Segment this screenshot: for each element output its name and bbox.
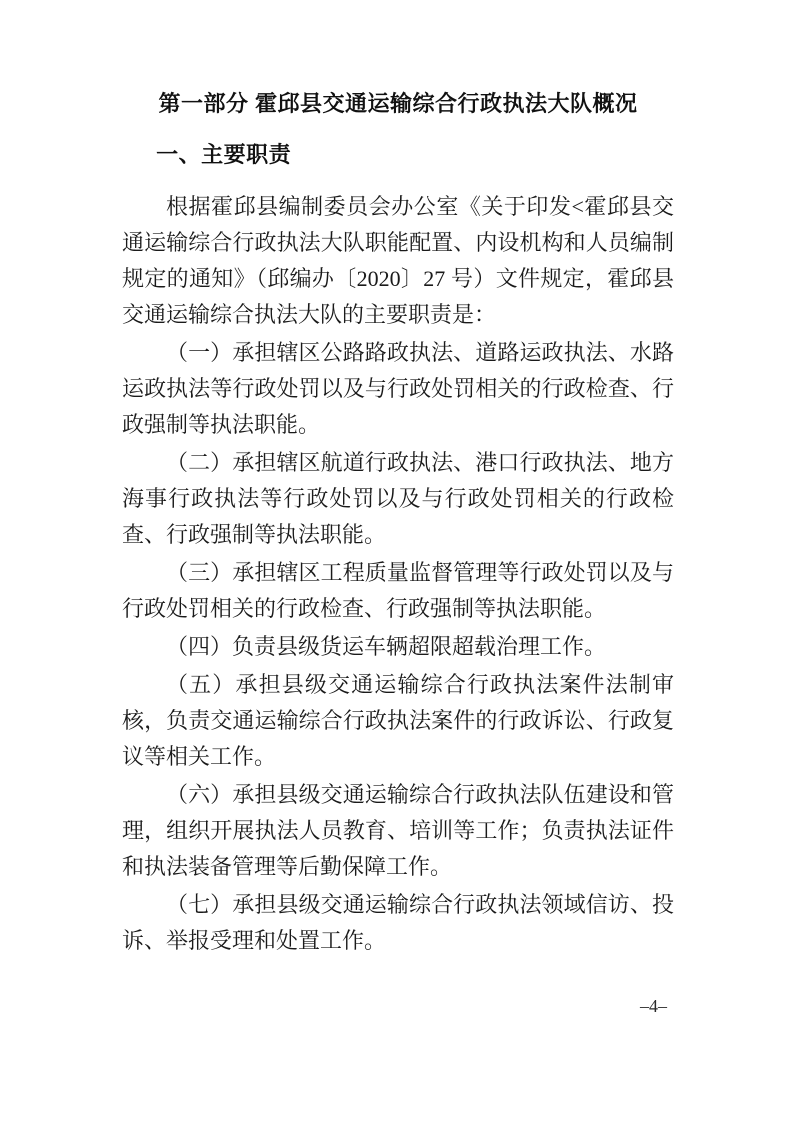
document-content	[122, 88, 674, 961]
paragraph: （六）承担县级交通运输综合行政执法队伍建设和管理，组织开展执法人员教育、培训等工作；负责执法证件和执法装备管理等后勤保障工作。	[122, 782, 674, 879]
paragraph: （一）承担辖区公路路政执法、道路运政执法、水路运政执法等行政处罚以及与行政处罚相关的行政检查、行政强制等执法职能。	[122, 340, 674, 437]
paragraph: （七）承担县级交通运输综合行政执法领域信访、投诉、举报受理和处置工作。	[122, 892, 674, 953]
paragraph: （五）承担县级交通运输综合行政执法案件法制审核，负责交通运输综合行政执法案件的行政诉讼、行政复议等相关工作。	[122, 672, 674, 769]
document-title: 第一部分 霍邱县交通运输综合行政执法大队概况	[158, 91, 638, 116]
paragraph: （三）承担辖区工程质量监督管理等行政处罚以及与行政处罚相关的行政检查、行政强制等执法职能。	[122, 560, 674, 621]
paragraph: （四）负责县级货运车辆超限超载治理工作。	[166, 634, 607, 659]
paragraph: （二）承担辖区航道行政执法、港口行政执法、地方海事行政执法等行政处罚以及与行政处罚相关的行政检查、行政强制等执法职能。	[122, 450, 674, 547]
section-heading: 一、主要职责	[156, 142, 292, 167]
document-body	[122, 189, 674, 959]
paragraph: 根据霍邱县编制委员会办公室《关于印发<霍邱县交通运输综合行政执法大队职能配置、内设机构和人员编制规定的通知》（邱编办〔2020〕27 号）文件规定，霍邱县交通运输综合执法大队的主要职责是：	[122, 194, 674, 327]
page-number: –4–	[640, 996, 667, 1016]
